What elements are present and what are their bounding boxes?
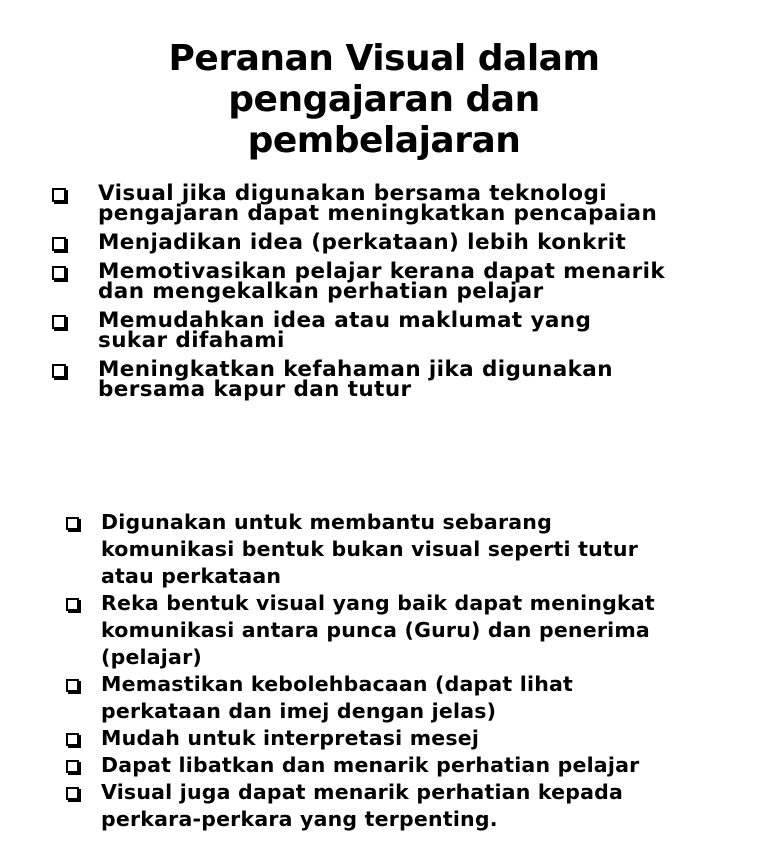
square-bullet-icon bbox=[66, 760, 79, 773]
list-item-text: sukar difahami bbox=[98, 328, 285, 353]
list-item-text: Visual jika digunakan bersama teknologi bbox=[98, 181, 608, 206]
list-item bbox=[66, 590, 756, 671]
title-line: pembelajaran bbox=[247, 120, 521, 161]
list-item-text: Mudah untuk interpretasi mesej bbox=[101, 726, 480, 750]
list-item-text: Meningkatkan kefahaman jika digunakan bbox=[98, 357, 613, 382]
visual-roles-list bbox=[66, 509, 756, 833]
title-line: Peranan Visual dalam bbox=[168, 38, 600, 79]
list-item bbox=[52, 259, 762, 304]
list-item-text: perkataan dan imej dengan jelas) bbox=[101, 699, 497, 723]
list-item-text: (pelajar) bbox=[101, 645, 202, 669]
list-item bbox=[66, 671, 756, 725]
square-bullet-icon bbox=[66, 733, 79, 746]
benefits-list bbox=[52, 181, 762, 409]
list-item-text: komunikasi antara punca (Guru) dan penerima bbox=[101, 618, 650, 642]
list-item bbox=[66, 779, 756, 833]
list-item-text: atau perkataan bbox=[101, 564, 282, 588]
square-bullet-icon bbox=[52, 266, 66, 280]
list-item-text: bersama kapur dan tutur bbox=[98, 377, 412, 402]
list-item bbox=[52, 230, 762, 255]
square-bullet-icon bbox=[66, 598, 79, 611]
list-item-text: dan mengekalkan perhatian pelajar bbox=[98, 279, 544, 304]
list-item bbox=[66, 752, 756, 779]
list-item-text: Reka bentuk visual yang baik dapat meningkat bbox=[101, 591, 655, 615]
list-item-text: komunikasi bentuk bukan visual seperti tutur bbox=[101, 537, 639, 561]
square-bullet-icon bbox=[52, 364, 66, 378]
list-item-text: Memudahkan idea atau maklumat yang bbox=[98, 308, 592, 333]
list-item-text: Menjadikan idea (perkataan) lebih konkrit bbox=[98, 230, 627, 255]
square-bullet-icon bbox=[66, 679, 79, 692]
list-item-text: pengajaran dapat meningkatkan pencapaian bbox=[98, 201, 658, 226]
list-item bbox=[52, 181, 762, 226]
square-bullet-icon bbox=[66, 517, 79, 530]
list-item bbox=[66, 509, 756, 590]
title-line: pengajaran dan bbox=[228, 79, 540, 120]
list-item-text: Memastikan kebolehbacaan (dapat lihat bbox=[101, 672, 574, 696]
list-item-text: Digunakan untuk membantu sebarang bbox=[101, 510, 552, 534]
list-item bbox=[52, 357, 762, 402]
list-item bbox=[66, 725, 756, 752]
square-bullet-icon bbox=[52, 237, 66, 251]
list-item-text: Visual juga dapat menarik perhatian kepada bbox=[101, 780, 624, 804]
list-item bbox=[52, 308, 762, 353]
list-item-text: Memotivasikan pelajar kerana dapat menarik bbox=[98, 259, 666, 284]
list-item-text: perkara-perkara yang terpenting. bbox=[101, 807, 498, 831]
square-bullet-icon bbox=[52, 315, 66, 329]
page-title bbox=[0, 38, 768, 161]
square-bullet-icon bbox=[66, 787, 79, 800]
square-bullet-icon bbox=[52, 188, 66, 202]
list-item-text: Dapat libatkan dan menarik perhatian pelajar bbox=[101, 753, 640, 777]
